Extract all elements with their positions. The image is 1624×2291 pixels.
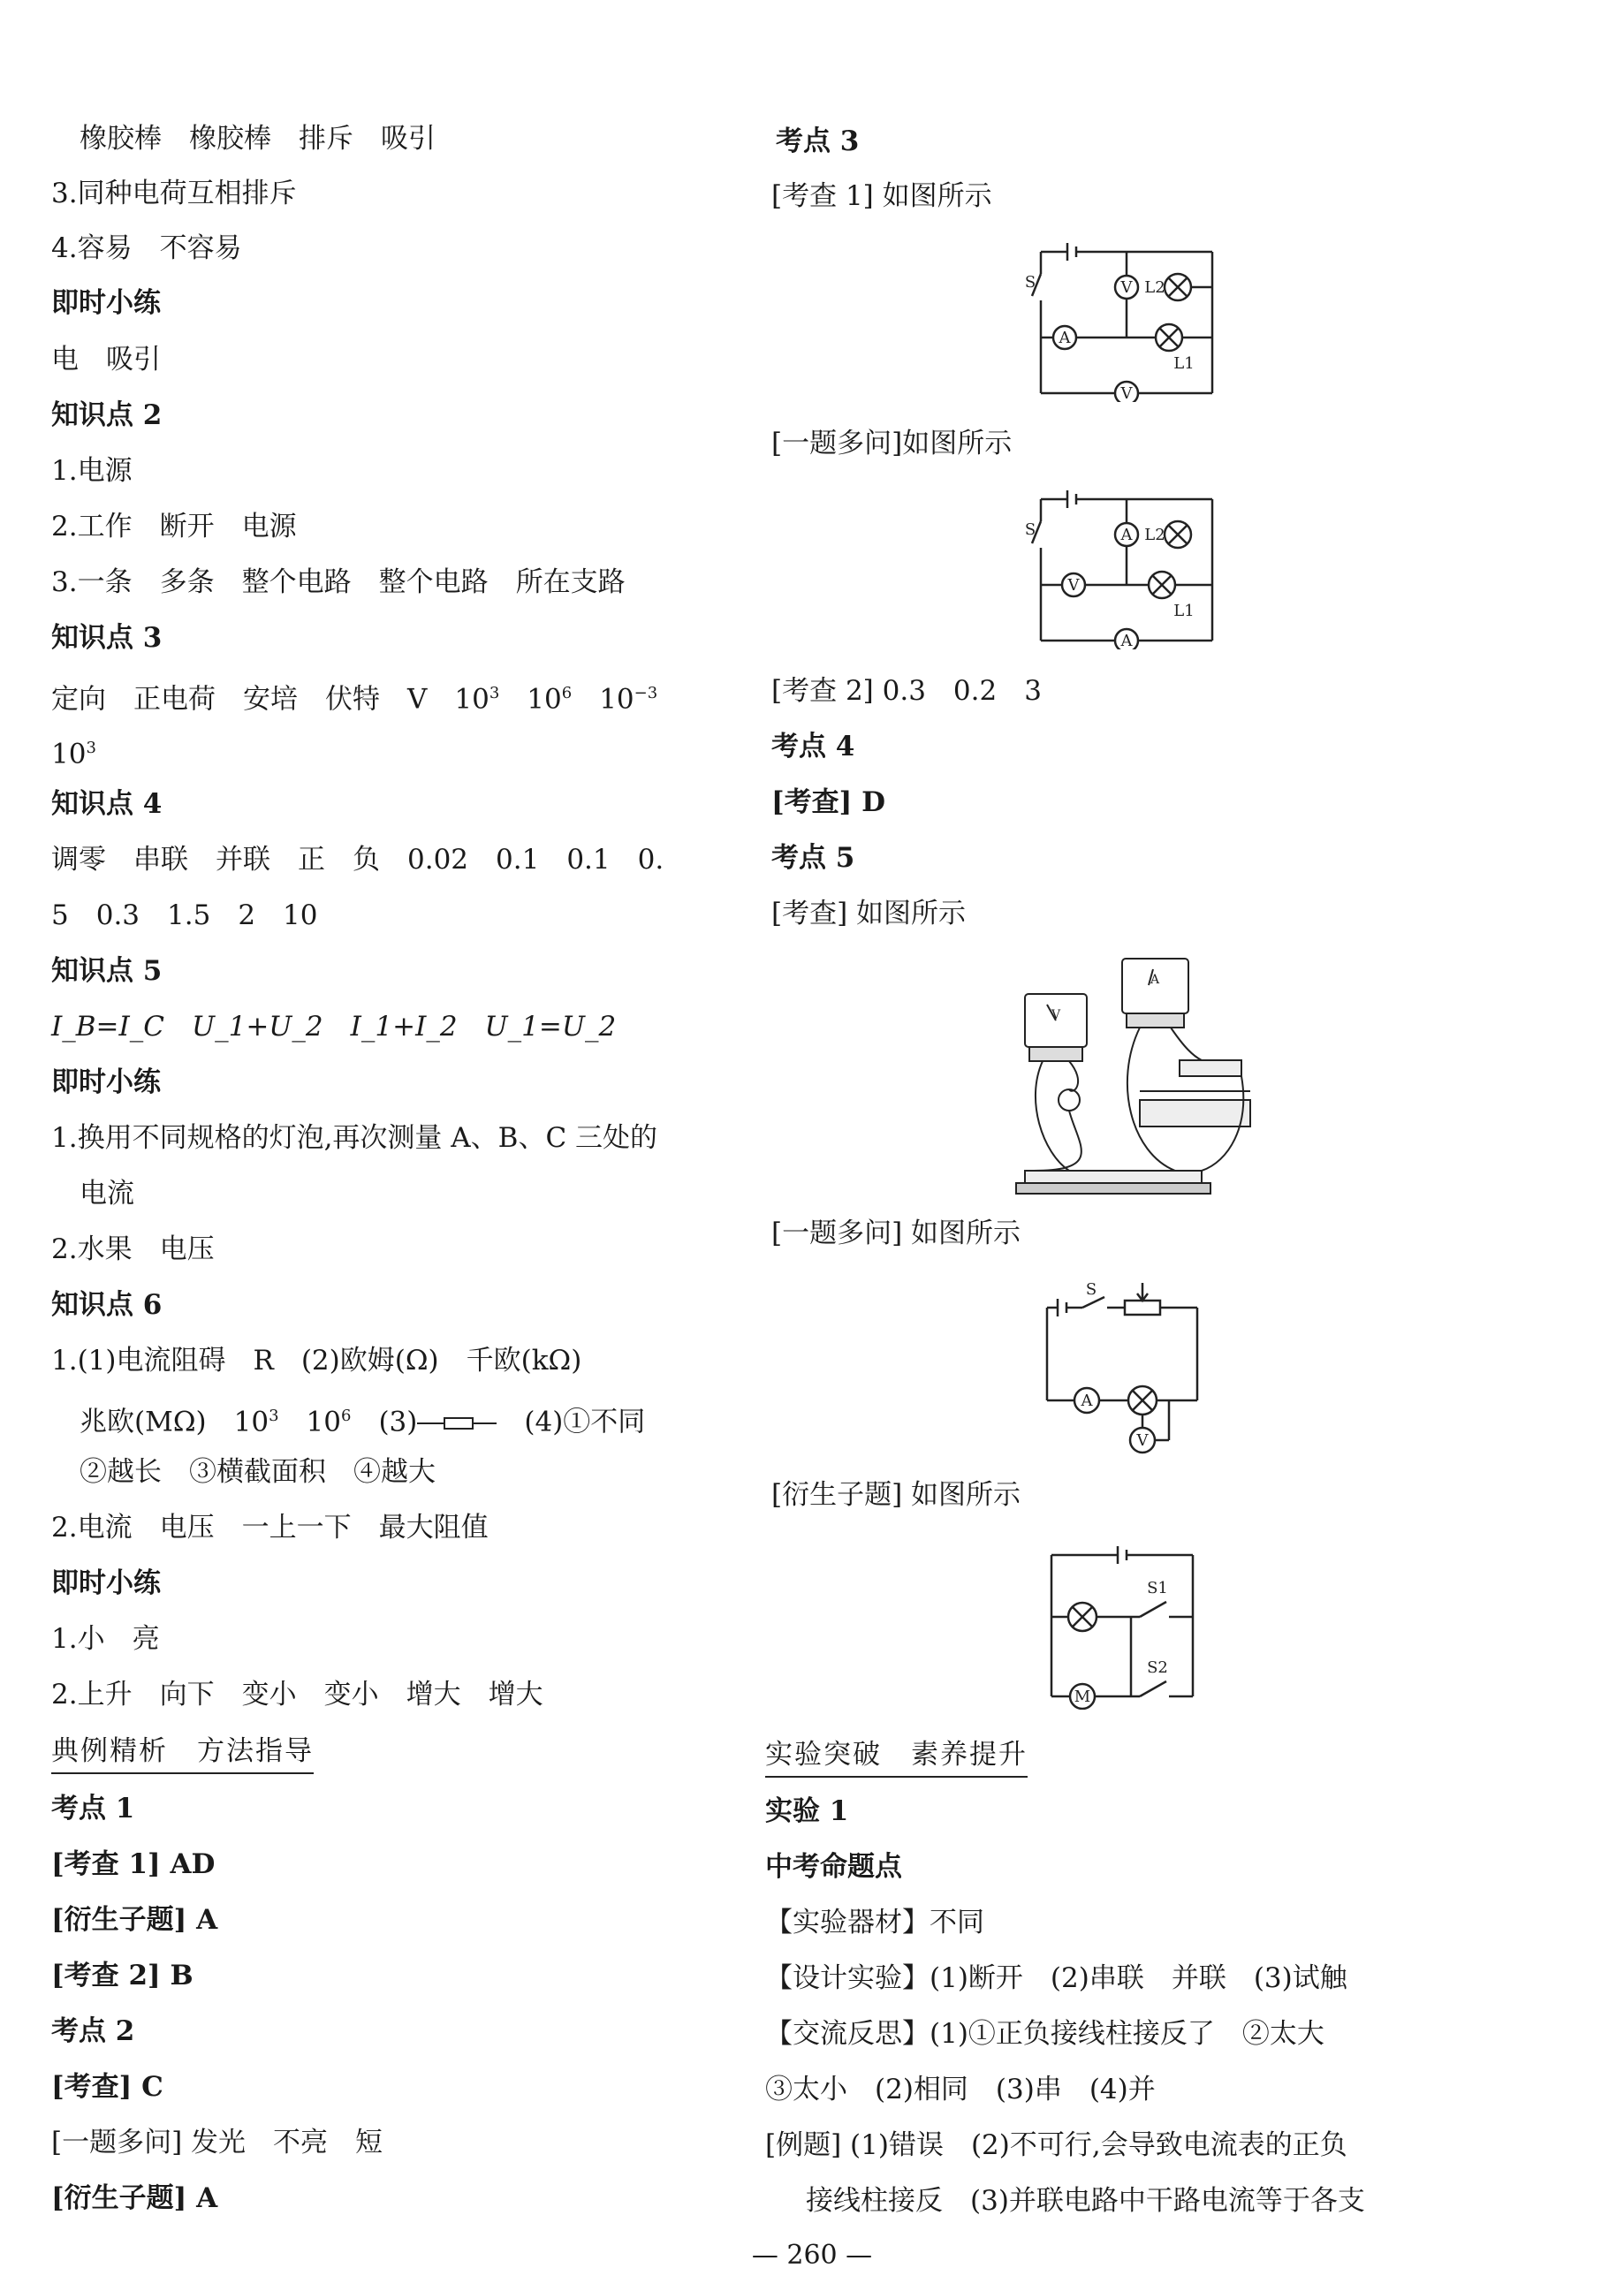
section-heading: 中考命题点 bbox=[765, 1851, 902, 1883]
section-heading: 考点 1 bbox=[51, 1793, 135, 1824]
section-heading: 考点 5 bbox=[771, 842, 855, 874]
switch-label: S2 bbox=[1147, 1658, 1168, 1677]
text-line: 调零 串联 并联 正 负 0.02 0.1 0.1 0. bbox=[51, 844, 664, 876]
section-heading: 即时小练 bbox=[51, 287, 161, 319]
lamp-label: L1 bbox=[1173, 354, 1195, 373]
answer-line: 【设计实验】(1)断开 (2)串联 并联 (3)试触 bbox=[765, 1962, 1347, 1994]
section-banner: 实验突破 素养提升 bbox=[765, 1737, 1028, 1778]
answer-line: 【实验器材】不同 bbox=[765, 1907, 984, 1938]
circuit-diagram-4 bbox=[1043, 1533, 1210, 1710]
text-line: 2.工作 断开 电源 bbox=[51, 511, 297, 542]
switch-label: S bbox=[1085, 1280, 1097, 1299]
circuit-diagram-2 bbox=[1025, 473, 1237, 649]
section-heading: 考点 3 bbox=[776, 125, 860, 157]
resistor-symbol-icon bbox=[417, 1417, 497, 1430]
switch-label: S1 bbox=[1147, 1579, 1168, 1597]
ammeter-label: A bbox=[1120, 526, 1133, 544]
text-line: 3.一条 多条 整个电路 整个电路 所在支路 bbox=[51, 566, 626, 598]
answer-line: 接线柱接反 (3)并联电路中干路电流等于各支 bbox=[806, 2185, 1365, 2217]
text-line: 1.电源 bbox=[51, 455, 133, 487]
answer-line: [一题多问] 发光 不亮 短 bbox=[51, 2127, 383, 2158]
voltmeter-label: V bbox=[1051, 1008, 1061, 1022]
voltmeter-label: V bbox=[1136, 1431, 1149, 1450]
answer-line: [考查 2] 0.3 0.2 3 bbox=[771, 675, 1042, 707]
text-line: 4.容易 不容易 bbox=[51, 232, 242, 264]
ammeter-label: A bbox=[1081, 1392, 1093, 1410]
page-number: — 260 — bbox=[751, 2240, 873, 2271]
text-line: 2.上升 向下 变小 变小 增大 增大 bbox=[51, 1679, 543, 1711]
voltmeter-label: V bbox=[1120, 384, 1133, 402]
text-line: 电 吸引 bbox=[51, 344, 161, 376]
answer-line: [衍生子题] A bbox=[51, 2182, 218, 2214]
section-heading: 考点 2 bbox=[51, 2015, 135, 2047]
text-line: $10^3$ bbox=[51, 738, 96, 770]
answer-line: [考查 2] B bbox=[51, 1960, 194, 1991]
answer-line: [一题多问] 如图所示 bbox=[771, 1218, 1021, 1249]
text-line: 2.电流 电压 一上一下 最大阻值 bbox=[51, 1512, 489, 1544]
text-line: 电流 bbox=[80, 1178, 134, 1210]
lamp-label: L1 bbox=[1173, 602, 1195, 620]
section-heading: 考点 4 bbox=[771, 731, 855, 762]
answer-line: [考查 1] AD bbox=[51, 1848, 216, 1880]
text-line: 定向 正电荷 安培 伏特 V $10^3$ $10^6$ $10^{-3}$ bbox=[51, 683, 658, 716]
lamp-label: L2 bbox=[1144, 526, 1165, 544]
section-banner: 典例精析 方法指导 bbox=[51, 1733, 314, 1774]
answer-line: [一题多问]如图所示 bbox=[771, 428, 1013, 459]
text-line: 5 0.3 1.5 2 10 bbox=[51, 899, 318, 931]
answer-line: [考查] 如图所示 bbox=[771, 898, 967, 929]
answer-line: [衍生子题] A bbox=[51, 1904, 218, 1936]
answer-line: [衍生子题] 如图所示 bbox=[771, 1479, 1021, 1511]
voltmeter-label: V bbox=[1067, 576, 1080, 595]
answer-line: ③太小 (2)相同 (3)串 (4)并 bbox=[765, 2074, 1156, 2105]
section-heading: 知识点 4 bbox=[51, 788, 163, 820]
text-line: 兆欧(MΩ) $10^3$ $10^6$ (3) (4)①不同 bbox=[80, 1406, 646, 1438]
section-heading: 即时小练 bbox=[51, 1567, 161, 1599]
answer-line: [考查] C bbox=[51, 2071, 163, 2103]
text-line: 1.换用不同规格的灯泡,再次测量 A、B、C 三处的 bbox=[51, 1122, 658, 1154]
section-heading: 即时小练 bbox=[51, 1066, 161, 1098]
answer-line: [例题] (1)错误 (2)不可行,会导致电流表的正负 bbox=[765, 2129, 1347, 2161]
motor-label: M bbox=[1074, 1688, 1091, 1706]
section-heading: 知识点 5 bbox=[51, 955, 163, 987]
ammeter-label: A bbox=[1150, 973, 1160, 987]
answer-line: [考查] D bbox=[771, 786, 886, 818]
circuit-diagram-1 bbox=[1025, 225, 1237, 402]
voltmeter-label: V bbox=[1120, 278, 1133, 297]
text-line: 2.水果 电压 bbox=[51, 1233, 215, 1265]
text-line: ②越长 ③横截面积 ④越大 bbox=[80, 1456, 436, 1488]
apparatus-illustration bbox=[1007, 950, 1255, 1202]
text-line: 橡胶棒 橡胶棒 排斥 吸引 bbox=[80, 123, 436, 155]
circuit-diagram-3 bbox=[1038, 1272, 1206, 1458]
section-heading: 知识点 6 bbox=[51, 1289, 163, 1321]
section-heading: 知识点 3 bbox=[51, 622, 163, 654]
section-heading: 知识点 2 bbox=[51, 399, 163, 431]
lamp-label: L2 bbox=[1144, 278, 1165, 297]
ammeter-label: A bbox=[1059, 329, 1071, 347]
answer-line: 【交流反思】(1)①正负接线柱接反了 ②太大 bbox=[765, 2018, 1324, 2050]
switch-label: S bbox=[1025, 273, 1036, 292]
section-heading: 实验 1 bbox=[765, 1795, 849, 1827]
switch-label: S bbox=[1025, 520, 1036, 539]
text-line: 1.小 亮 bbox=[51, 1623, 160, 1655]
text-line: 1.(1)电流阻碍 R (2)欧姆(Ω) 千欧(kΩ) bbox=[51, 1345, 582, 1377]
answer-line: [考查 1] 如图所示 bbox=[771, 180, 992, 212]
text-line: 3.同种电荷互相排斥 bbox=[51, 178, 297, 209]
formula-line: I_B=I_C U_1+U_2 I_1+I_2 U_1=U_2 bbox=[51, 1011, 617, 1043]
ammeter-label: A bbox=[1120, 632, 1133, 649]
